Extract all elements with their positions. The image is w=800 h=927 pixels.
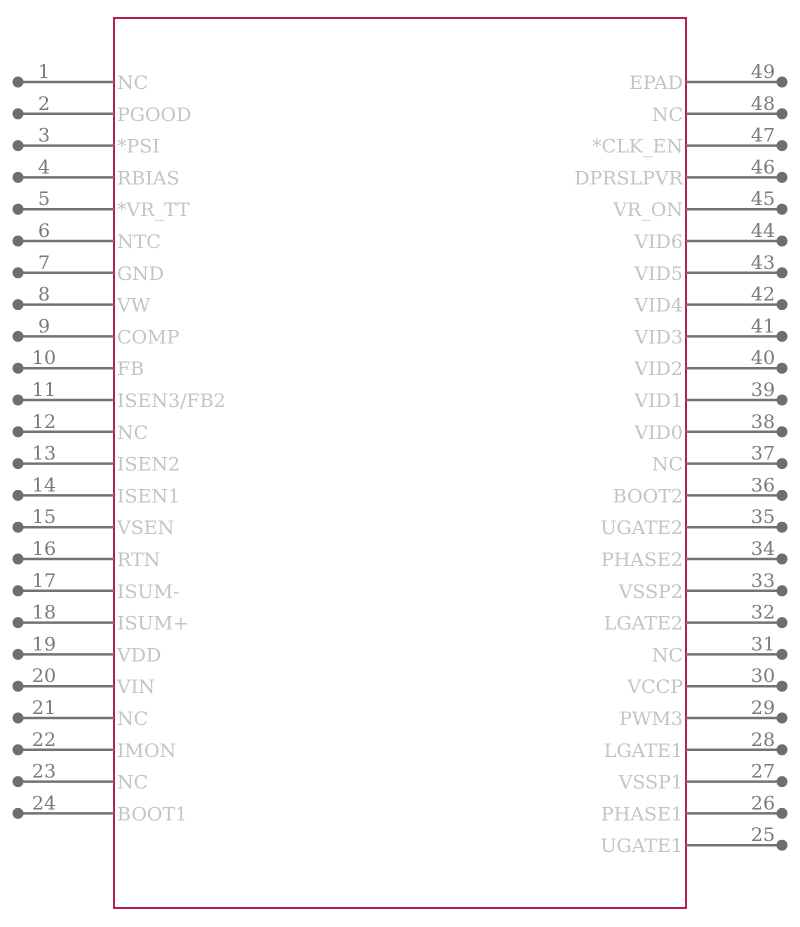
pin-23: [13, 761, 149, 794]
pin-terminal-dot: [13, 649, 24, 660]
pin-30: [626, 665, 787, 698]
pin-13: [13, 443, 181, 476]
pin-9: [13, 315, 180, 348]
pin-number: 46: [750, 156, 776, 179]
pin-number: 31: [750, 633, 776, 656]
pin-terminal-dot: [13, 490, 24, 501]
pin-number: 17: [31, 569, 57, 592]
pin-number: 8: [37, 283, 51, 306]
pin-number: 38: [750, 410, 776, 433]
pin-number: 26: [750, 792, 776, 815]
pin-number: 14: [31, 474, 57, 497]
pin-number: 42: [750, 283, 776, 306]
pin-25: [600, 824, 787, 857]
pin-number: 13: [31, 442, 57, 465]
pin-name: RTN: [117, 549, 161, 571]
right-pin-group: [574, 61, 787, 857]
pin-terminal-dot: [777, 108, 788, 119]
pin-terminal-dot: [777, 363, 788, 374]
pin-name: NC: [117, 771, 149, 794]
pin-42: [633, 284, 787, 317]
pin-terminal-dot: [777, 713, 788, 724]
pin-name: DPRSLPVR: [574, 167, 683, 190]
pin-number: 48: [750, 92, 776, 115]
pin-terminal-dot: [777, 744, 788, 755]
pin-15: [13, 506, 175, 539]
pin-name: VR_ON: [613, 199, 683, 222]
pin-name: BOOT2: [612, 485, 683, 508]
pin-38: [633, 411, 787, 444]
pin-41: [633, 315, 787, 348]
pin-terminal-dot: [13, 172, 24, 183]
pin-name: VID6: [634, 231, 683, 253]
pin-terminal-dot: [13, 808, 24, 819]
pin-number: 29: [750, 697, 776, 719]
pin-34: [601, 538, 788, 571]
pin-name: VSSP2: [618, 580, 683, 603]
pin-6: [13, 220, 161, 253]
pin-number: 33: [750, 569, 776, 592]
pin-number: 6: [37, 220, 51, 242]
pin-number: 18: [31, 601, 57, 624]
pin-terminal-dot: [13, 617, 24, 628]
pin-name: VSSP1: [618, 771, 683, 794]
pin-name: LGATE1: [603, 739, 683, 762]
pin-number: 41: [750, 315, 776, 338]
pin-5: [13, 188, 191, 221]
pin-number: 23: [31, 760, 57, 783]
pin-number: 45: [750, 188, 776, 211]
pin-43: [633, 252, 787, 285]
pin-14: [13, 474, 181, 507]
pin-29: [619, 697, 787, 730]
pin-name: VID4: [634, 294, 683, 317]
pin-terminal-dot: [777, 554, 788, 565]
pin-name: VID0: [634, 421, 683, 444]
pin-name: NC: [117, 708, 149, 730]
pin-name: UGATE1: [600, 835, 683, 858]
pin-name: NTC: [117, 231, 161, 253]
pin-name: NC: [117, 72, 149, 94]
pin-32: [604, 602, 788, 635]
pin-name: VID1: [634, 390, 683, 412]
pin-number: 9: [37, 315, 51, 338]
pin-name: ISEN1: [117, 485, 181, 508]
pin-terminal-dot: [777, 522, 788, 533]
pin-terminal-dot: [777, 236, 788, 247]
pin-terminal-dot: [13, 776, 24, 787]
pin-name: VID5: [634, 262, 683, 285]
pin-name: VSEN: [117, 517, 175, 540]
pin-4: [13, 156, 180, 189]
pin-name: VDD: [117, 644, 162, 667]
pin-number: 2: [37, 92, 51, 115]
pin-7: [13, 252, 165, 285]
pin-47: [592, 125, 787, 158]
pin-number: 7: [37, 251, 51, 274]
pin-number: 47: [750, 124, 776, 147]
pin-terminal-dot: [777, 172, 788, 183]
pin-3: [13, 125, 160, 158]
pin-terminal-dot: [777, 77, 788, 88]
pin-terminal-dot: [777, 808, 788, 819]
pin-terminal-dot: [777, 585, 788, 596]
pin-26: [601, 792, 788, 825]
pin-number: 34: [750, 538, 776, 560]
pin-number: 44: [750, 220, 776, 242]
pin-terminal-dot: [13, 204, 24, 215]
pin-20: [13, 665, 155, 698]
pin-1: [13, 61, 149, 94]
pin-number: 4: [37, 156, 51, 179]
pin-name: IMON: [117, 739, 177, 762]
pin-name: NC: [651, 103, 683, 126]
pin-name: BOOT1: [117, 803, 188, 826]
left-pin-group: [13, 61, 226, 825]
pin-name: VID3: [634, 326, 683, 349]
pin-terminal-dot: [777, 681, 788, 692]
pin-terminal-dot: [13, 554, 24, 565]
pin-37: [652, 443, 788, 476]
pin-terminal-dot: [777, 649, 788, 660]
pin-number: 49: [750, 61, 776, 83]
pin-44: [633, 220, 787, 253]
pin-name: ISUM-: [117, 580, 180, 603]
pin-terminal-dot: [777, 426, 788, 437]
pin-name: UGATE2: [600, 517, 683, 540]
pin-terminal-dot: [13, 140, 24, 151]
pin-terminal-dot: [777, 490, 788, 501]
pin-terminal-dot: [777, 458, 788, 469]
pin-terminal-dot: [13, 585, 24, 596]
pin-number: 5: [37, 188, 51, 211]
pin-35: [600, 506, 787, 539]
pin-number: 11: [31, 379, 57, 401]
pin-terminal-dot: [13, 426, 24, 437]
pin-terminal-dot: [777, 840, 788, 851]
pin-name: EPAD: [629, 72, 683, 94]
pin-name: ISEN3/FB2: [117, 390, 226, 412]
pin-11: [13, 379, 226, 412]
pin-terminal-dot: [13, 267, 24, 278]
pin-40: [633, 347, 787, 380]
pin-number: 37: [750, 442, 776, 465]
pin-number: 35: [750, 506, 776, 529]
pin-terminal-dot: [13, 299, 24, 310]
pin-12: [13, 411, 149, 444]
pin-terminal-dot: [13, 77, 24, 88]
pin-name: PHASE1: [600, 803, 683, 826]
pin-name: VW: [117, 294, 151, 317]
pin-name: VCCP: [627, 676, 683, 699]
pin-terminal-dot: [13, 522, 24, 533]
pin-49: [629, 61, 787, 94]
pin-terminal-dot: [777, 617, 788, 628]
pin-number: 39: [750, 379, 776, 401]
pin-name: COMP: [117, 326, 180, 349]
pin-terminal-dot: [777, 204, 788, 215]
pin-name: FB: [117, 358, 145, 381]
pin-17: [13, 570, 180, 603]
pin-2: [13, 93, 192, 126]
pin-name: NC: [651, 453, 683, 476]
pin-28: [604, 729, 788, 762]
pin-number: 28: [750, 728, 776, 751]
pin-27: [618, 761, 788, 794]
pin-name: PWM3: [619, 708, 683, 730]
pin-name: ISUM+: [117, 612, 189, 635]
pin-number: 20: [31, 665, 57, 688]
pin-8: [13, 284, 151, 317]
pin-number: 1: [37, 61, 51, 83]
pin-number: 21: [31, 697, 57, 719]
pin-terminal-dot: [13, 744, 24, 755]
pin-number: 30: [750, 665, 776, 688]
pin-terminal-dot: [13, 395, 24, 406]
pin-number: 15: [31, 506, 57, 529]
pin-terminal-dot: [13, 108, 24, 119]
pin-name: GND: [117, 262, 165, 285]
pin-number: 12: [31, 410, 57, 433]
pin-45: [612, 188, 787, 221]
pin-name: RBIAS: [117, 167, 180, 190]
pin-terminal-dot: [777, 776, 788, 787]
pin-33: [618, 570, 788, 603]
pin-terminal-dot: [777, 299, 788, 310]
pin-number: 43: [750, 251, 776, 274]
pin-48: [652, 93, 788, 126]
pin-name: VID2: [634, 358, 683, 381]
pin-name: *PSI: [117, 135, 160, 158]
pin-terminal-dot: [13, 458, 24, 469]
pin-22: [13, 729, 177, 762]
pin-number: 40: [750, 347, 776, 370]
pin-39: [633, 379, 787, 412]
pin-name: *VR_TT: [117, 199, 190, 222]
pin-number: 3: [37, 124, 51, 147]
pin-name: PHASE2: [600, 549, 683, 571]
pin-number: 32: [750, 601, 776, 624]
pin-name: *CLK_EN: [592, 135, 683, 158]
pin-name: PGOOD: [117, 103, 192, 126]
pin-name: NC: [651, 644, 683, 667]
pin-16: [13, 538, 161, 571]
pin-number: 22: [31, 728, 57, 751]
pin-21: [13, 697, 149, 730]
pin-terminal-dot: [777, 140, 788, 151]
pin-46: [574, 156, 787, 189]
pin-24: [13, 792, 188, 825]
pin-31: [652, 633, 788, 666]
pin-terminal-dot: [13, 236, 24, 247]
pin-number: 36: [750, 474, 776, 497]
pin-number: 16: [31, 538, 57, 560]
pin-terminal-dot: [13, 331, 24, 342]
pin-name: LGATE2: [603, 612, 683, 635]
pin-name: VIN: [117, 676, 155, 699]
pin-number: 10: [31, 347, 57, 370]
pin-number: 24: [31, 792, 57, 815]
pin-terminal-dot: [777, 395, 788, 406]
pin-name: ISEN2: [117, 453, 181, 476]
pin-19: [13, 633, 162, 666]
pin-number: 27: [750, 760, 776, 783]
pin-18: [13, 602, 189, 635]
pin-name: NC: [117, 421, 149, 444]
pin-number: 25: [750, 824, 776, 847]
pin-terminal-dot: [13, 713, 24, 724]
pin-number: 19: [31, 633, 57, 656]
pin-terminal-dot: [777, 331, 788, 342]
pin-36: [613, 474, 788, 507]
pin-terminal-dot: [777, 267, 788, 278]
pin-10: [13, 347, 145, 380]
pin-terminal-dot: [13, 681, 24, 692]
pin-terminal-dot: [13, 363, 24, 374]
